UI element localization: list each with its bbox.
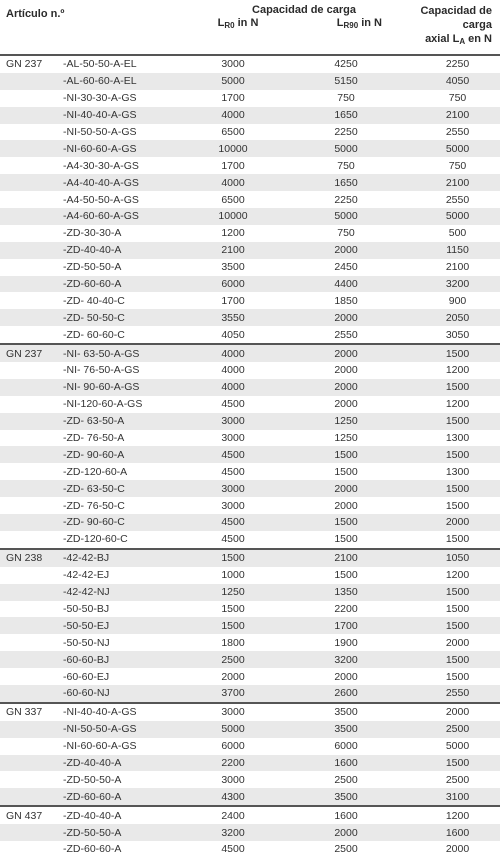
lr90-cell: 1500 [334, 569, 358, 582]
lr90-cell: 2000 [334, 670, 358, 683]
lr0-cell: 2100 [189, 242, 277, 259]
axial-cell: 750 [448, 159, 467, 172]
axial-cell: 1500 [445, 499, 470, 512]
lr90-cell: 1900 [334, 636, 358, 649]
group-name-cell [0, 771, 59, 788]
group-name-cell [0, 124, 59, 141]
axial-cell: 2000 [390, 703, 500, 721]
axial-cell: 1500 [390, 755, 500, 772]
lr0-cell: 4500 [189, 514, 277, 531]
group-name-cell [0, 430, 59, 447]
table-row [0, 738, 500, 755]
group-name-cell [0, 191, 59, 208]
variant-cell: -50-50-NJ [63, 636, 110, 649]
axial-cell: 3100 [390, 788, 500, 806]
group-name-cell [0, 396, 59, 413]
axial-cell: 1050 [390, 549, 500, 567]
lr0-cell: 2200 [189, 755, 277, 772]
table-row [0, 73, 500, 90]
table-row [0, 771, 500, 788]
lr90-cell: 1350 [277, 584, 390, 601]
axial-cell: 5000 [445, 740, 470, 753]
lr0-cell: 1500 [189, 549, 277, 567]
lr0-cell: 4000 [189, 174, 277, 191]
lr90-cell: 2000 [277, 480, 390, 497]
table-row [0, 514, 500, 531]
axial-cell: 2250 [445, 58, 470, 71]
lr0-cell: 1000 [221, 569, 245, 582]
axial-cell: 5000 [390, 208, 500, 225]
group-name-cell [0, 107, 59, 124]
variant-cell: -ZD- 76-50-A [63, 432, 125, 445]
table-row [0, 703, 500, 721]
table-row [0, 651, 500, 668]
group-name-cell [0, 755, 59, 772]
axial-cell: 1200 [445, 364, 470, 377]
variant-cell: -42-42-BJ [59, 549, 189, 567]
variant-cell: -ZD-60-60-A [59, 788, 189, 806]
lr0-cell: 4000 [189, 344, 277, 362]
lr0-cell: 2000 [221, 670, 245, 683]
axial-cell: 1500 [445, 602, 470, 615]
lr90-cell: 1500 [334, 465, 358, 478]
table-row [0, 292, 500, 309]
axial-cell: 1500 [445, 533, 470, 546]
axial-cell: 1500 [445, 670, 470, 683]
group-name-cell: GN 237 [6, 58, 43, 71]
table-row [0, 480, 500, 497]
group-name-cell: GN 337 [0, 703, 59, 721]
group-name-cell [0, 668, 59, 685]
table-row [0, 208, 500, 225]
axial-cell: 2100 [390, 174, 500, 191]
group-name-cell [0, 446, 59, 463]
variant-cell: -ZD-50-50-A [63, 773, 122, 786]
axial-cell: 2500 [445, 773, 470, 786]
table-row [0, 788, 500, 806]
lr0-cell: 6000 [189, 276, 277, 293]
group-name-cell [0, 841, 59, 858]
variant-cell: -NI-60-60-A-GS [63, 740, 137, 753]
variant-cell: -AL-60-60-A-EL [59, 73, 189, 90]
lr0-cell: 3000 [221, 773, 245, 786]
table-row [0, 617, 500, 634]
lr90-cell: 2450 [334, 261, 358, 274]
group-name-cell [0, 685, 59, 703]
table-row [0, 90, 500, 107]
table-row [0, 259, 500, 276]
table-row [0, 396, 500, 413]
variant-cell: -NI-30-30-A-GS [63, 92, 137, 105]
axial-cell: 1300 [445, 432, 470, 445]
axial-cell: 5000 [390, 140, 500, 157]
axial-cell: 3050 [445, 328, 470, 341]
variant-cell: -A4-40-40-A-GS [59, 174, 189, 191]
axial-cell: 750 [448, 92, 467, 105]
group-name-cell [0, 788, 59, 806]
group-name-cell [0, 651, 59, 668]
group-name-cell [0, 634, 59, 651]
lr90-cell: 4250 [334, 58, 358, 71]
lr0-cell: 1800 [221, 636, 245, 649]
axial-cell: 2500 [390, 721, 500, 738]
axial-cell: 1300 [445, 465, 470, 478]
table-row [0, 225, 500, 242]
lr90-cell: 1250 [334, 432, 358, 445]
axial-cell: 1500 [390, 651, 500, 668]
group-name-cell [0, 174, 59, 191]
variant-cell: -ZD- 50-50-C [59, 309, 189, 326]
table-row [0, 841, 500, 858]
variant-cell: -A4-30-30-A-GS [63, 159, 139, 172]
table-row [0, 755, 500, 772]
group-name-cell [0, 157, 59, 174]
axial-cell: 1500 [390, 617, 500, 634]
lr90-cell: 2000 [334, 499, 358, 512]
table-row [0, 140, 500, 157]
variant-cell: -ZD- 90-60-A [59, 446, 189, 463]
lr0-cell: 3550 [189, 309, 277, 326]
variant-cell: -ZD-50-50-A [63, 261, 122, 274]
lr0-cell: 1250 [189, 584, 277, 601]
axial-cell: 2550 [445, 126, 470, 138]
table-row [0, 344, 500, 362]
lr0-cell: 4300 [189, 788, 277, 806]
variant-cell: -60-60-NJ [59, 685, 189, 703]
lr90-cell: 2200 [334, 602, 358, 615]
table-row [0, 242, 500, 259]
variant-cell: -NI-60-60-A-GS [59, 140, 189, 157]
variant-cell: -NI-120-60-A-GS [63, 398, 143, 411]
table-row [0, 55, 500, 73]
variant-cell: -ZD- 40-40-C [63, 294, 125, 307]
table-row [0, 157, 500, 174]
table-row [0, 326, 500, 344]
lr0-cell: 4050 [221, 328, 245, 341]
group-name-cell [0, 208, 59, 225]
lr90-cell: 750 [337, 227, 355, 240]
variant-cell: -ZD-120-60-A [63, 465, 128, 478]
table-row [0, 668, 500, 685]
lr0-cell: 6500 [221, 193, 245, 206]
lr0-cell: 4000 [189, 107, 277, 124]
lr90-cell: 2000 [277, 309, 390, 326]
table-row [0, 446, 500, 463]
group-name-cell [0, 601, 59, 618]
variant-cell: -50-50-EJ [59, 617, 189, 634]
lr90-cell: 2500 [334, 843, 358, 856]
axial-cell: 2100 [445, 261, 470, 274]
lr0-cell: 1700 [221, 159, 245, 172]
lr90-cell: 5000 [277, 140, 390, 157]
group-name-cell [0, 90, 59, 107]
variant-cell: -ZD- 76-50-C [63, 499, 125, 512]
lr0-cell: 1500 [221, 602, 245, 615]
header-axial-sub: A [459, 37, 466, 46]
lr90-cell: 2000 [277, 379, 390, 396]
axial-cell: 2100 [390, 107, 500, 124]
lr0-cell: 2500 [189, 651, 277, 668]
lr0-cell: 4500 [221, 843, 245, 856]
axial-cell: 1500 [390, 584, 500, 601]
lr90-cell: 2500 [334, 773, 358, 786]
lr0-cell: 6000 [221, 740, 245, 753]
lr0-cell: 3000 [189, 703, 277, 721]
table-row [0, 549, 500, 567]
variant-cell: -ZD- 63-50-C [59, 480, 189, 497]
header-lr0-suffix: in N [234, 17, 259, 29]
lr90-cell: 1850 [334, 294, 358, 307]
table-row [0, 567, 500, 584]
lr0-cell: 5000 [189, 721, 277, 738]
lr90-cell: 750 [337, 92, 355, 105]
variant-cell: -NI- 76-50-A-GS [63, 364, 140, 377]
lr0-cell: 3700 [189, 685, 277, 703]
header-articulo: Artículo n.º [6, 8, 65, 20]
variant-cell: -AL-50-50-A-EL [63, 58, 137, 71]
lr90-cell: 5000 [277, 208, 390, 225]
variant-cell: -NI- 90-60-A-GS [59, 379, 189, 396]
lr0-cell: 4500 [221, 533, 245, 546]
lr90-cell: 1650 [277, 107, 390, 124]
variant-cell: -NI-40-40-A-GS [59, 703, 189, 721]
variant-cell: -42-42-NJ [59, 584, 189, 601]
table-row [0, 824, 500, 841]
axial-cell: 1150 [390, 242, 500, 259]
table-row [0, 379, 500, 396]
variant-cell: -ZD-60-60-A [59, 276, 189, 293]
axial-cell: 1500 [390, 480, 500, 497]
group-name-cell: GN 238 [0, 549, 59, 567]
header-capacidad: Capacidad de carga [252, 4, 356, 16]
lr90-cell: 1500 [277, 514, 390, 531]
table-row [0, 174, 500, 191]
lr90-cell: 2000 [334, 364, 358, 377]
lr90-cell: 1600 [277, 755, 390, 772]
lr90-cell: 2550 [334, 328, 358, 341]
group-name-cell [0, 73, 59, 90]
group-name-cell [0, 292, 59, 309]
group-name-cell [0, 225, 59, 242]
header-lr90-sub: R90 [343, 21, 359, 30]
header-lr0-sub: R0 [224, 21, 235, 30]
lr0-cell: 4500 [189, 446, 277, 463]
header-lr0-label: L [217, 17, 225, 29]
lr90-cell: 6000 [334, 740, 358, 753]
header-lr90-suffix: in N [358, 17, 382, 29]
variant-cell: -ZD-50-50-A [59, 824, 189, 841]
table-row [0, 430, 500, 447]
group-name-cell [0, 824, 59, 841]
lr90-cell: 1600 [277, 806, 390, 824]
lr90-cell: 3500 [277, 788, 390, 806]
lr0-cell: 4000 [221, 364, 245, 377]
variant-cell: -ZD-30-30-A [63, 227, 122, 240]
lr0-cell: 2400 [189, 806, 277, 824]
group-name-cell [0, 721, 59, 738]
lr90-cell: 1250 [277, 413, 390, 430]
variant-cell: -NI-50-50-A-GS [63, 126, 137, 138]
axial-cell: 2000 [445, 843, 470, 856]
header-axial-line2 [390, 32, 492, 49]
lr90-cell: 2600 [277, 685, 390, 703]
table-row [0, 191, 500, 208]
variant-cell: -NI-40-40-A-GS [59, 107, 189, 124]
lr90-cell: 2100 [277, 549, 390, 567]
table-row [0, 463, 500, 480]
table-row [0, 634, 500, 651]
lr90-cell: 2000 [277, 344, 390, 362]
variant-cell: -ZD- 60-60-C [63, 328, 125, 341]
axial-cell: 1500 [390, 344, 500, 362]
table-row [0, 107, 500, 124]
lr0-cell: 3000 [221, 432, 245, 445]
axial-cell: 1500 [390, 413, 500, 430]
group-name-cell [0, 617, 59, 634]
group-name-cell [0, 567, 59, 584]
lr0-cell: 3000 [221, 499, 245, 512]
axial-cell: 2550 [445, 193, 470, 206]
table-body [0, 55, 500, 858]
group-name-cell [0, 514, 59, 531]
lr0-cell: 1700 [221, 294, 245, 307]
header-axial-line1: Capacidad de carga [420, 5, 492, 31]
variant-cell: -42-42-EJ [63, 569, 110, 582]
axial-cell: 500 [448, 227, 467, 240]
table-row [0, 413, 500, 430]
table-row [0, 309, 500, 326]
variant-cell: -ZD-120-60-C [63, 533, 128, 546]
table-row [0, 601, 500, 618]
lr0-cell: 3200 [189, 824, 277, 841]
variant-cell: -ZD- 90-60-C [59, 514, 189, 531]
variant-cell: -NI-50-50-A-GS [59, 721, 189, 738]
header-axial-suffix: en N [465, 33, 492, 45]
variant-cell: -A4-50-50-A-GS [63, 193, 139, 206]
group-name-cell [0, 309, 59, 326]
group-name-cell [0, 326, 59, 344]
lr0-cell: 4000 [189, 379, 277, 396]
lr90-cell: 1700 [277, 617, 390, 634]
table-row [0, 124, 500, 141]
table-row [0, 276, 500, 293]
axial-cell: 1500 [390, 446, 500, 463]
variant-cell: -ZD-40-40-A [59, 242, 189, 259]
axial-cell: 2050 [390, 309, 500, 326]
variant-cell: -ZD-40-40-A [59, 806, 189, 824]
group-name-cell [0, 276, 59, 293]
lr90-cell: 3500 [277, 703, 390, 721]
lr0-cell: 1500 [189, 617, 277, 634]
table-row [0, 362, 500, 379]
table-row [0, 685, 500, 703]
variant-cell: -ZD-40-40-A [59, 755, 189, 772]
table-header-row [0, 0, 500, 55]
lr0-cell: 1200 [221, 227, 245, 240]
header-axial-prefix: axial L [425, 33, 460, 45]
group-name-cell [0, 497, 59, 514]
table-row [0, 497, 500, 514]
lr0-cell: 5000 [189, 73, 277, 90]
lr90-cell: 1500 [334, 533, 358, 546]
axial-cell: 2000 [390, 514, 500, 531]
lr0-cell: 3500 [221, 261, 245, 274]
group-name-cell [0, 531, 59, 549]
lr90-cell: 5150 [277, 73, 390, 90]
axial-cell: 1200 [390, 806, 500, 824]
variant-cell: -NI- 63-50-A-GS [59, 344, 189, 362]
variant-cell: -A4-60-60-A-GS [59, 208, 189, 225]
lr0-cell: 10000 [189, 208, 277, 225]
lr0-cell: 6500 [221, 126, 245, 138]
group-name-cell [0, 242, 59, 259]
group-name-cell [0, 738, 59, 755]
lr0-cell: 3000 [189, 480, 277, 497]
variant-cell: -60-60-BJ [59, 651, 189, 668]
lr90-cell: 3500 [277, 721, 390, 738]
lr90-cell: 2000 [334, 398, 358, 411]
lr90-cell: 2000 [277, 242, 390, 259]
variant-cell: -50-50-BJ [63, 602, 110, 615]
variant-cell: -ZD-60-60-A [63, 843, 122, 856]
group-name-cell: GN 237 [0, 344, 59, 362]
lr0-cell: 4500 [221, 398, 245, 411]
lr90-cell: 1500 [277, 446, 390, 463]
lr0-cell: 10000 [189, 140, 277, 157]
variant-cell: -ZD- 63-50-A [59, 413, 189, 430]
axial-cell: 1600 [390, 824, 500, 841]
axial-cell: 900 [448, 294, 467, 307]
group-name-cell [0, 379, 59, 396]
group-name-cell [0, 413, 59, 430]
axial-cell: 3200 [390, 276, 500, 293]
group-name-cell: GN 437 [0, 806, 59, 824]
lr0-cell: 3000 [221, 58, 245, 71]
lr0-cell: 4500 [221, 465, 245, 478]
axial-cell: 2000 [445, 636, 470, 649]
lr90-cell: 2250 [334, 126, 358, 138]
axial-cell: 4050 [390, 73, 500, 90]
group-name-cell [0, 463, 59, 480]
lr90-cell: 4400 [277, 276, 390, 293]
group-name-cell [0, 362, 59, 379]
group-name-cell [0, 140, 59, 157]
axial-cell: 1500 [390, 379, 500, 396]
table-row [0, 721, 500, 738]
axial-cell: 2550 [390, 685, 500, 703]
table-row [0, 806, 500, 824]
lr90-cell: 1650 [277, 174, 390, 191]
lr90-cell: 750 [337, 159, 355, 172]
axial-cell: 1200 [445, 569, 470, 582]
lr90-cell: 2000 [277, 824, 390, 841]
table-row [0, 531, 500, 549]
group-name-cell [0, 480, 59, 497]
group-name-cell [0, 584, 59, 601]
lr0-cell: 3000 [189, 413, 277, 430]
axial-cell: 1200 [445, 398, 470, 411]
lr90-cell: 3200 [277, 651, 390, 668]
lr90-cell: 2250 [334, 193, 358, 206]
group-name-cell [0, 259, 59, 276]
variant-cell: -60-60-EJ [63, 670, 110, 683]
table-row [0, 584, 500, 601]
header-lr90-label: L [336, 17, 344, 29]
lr0-cell: 1700 [221, 92, 245, 105]
